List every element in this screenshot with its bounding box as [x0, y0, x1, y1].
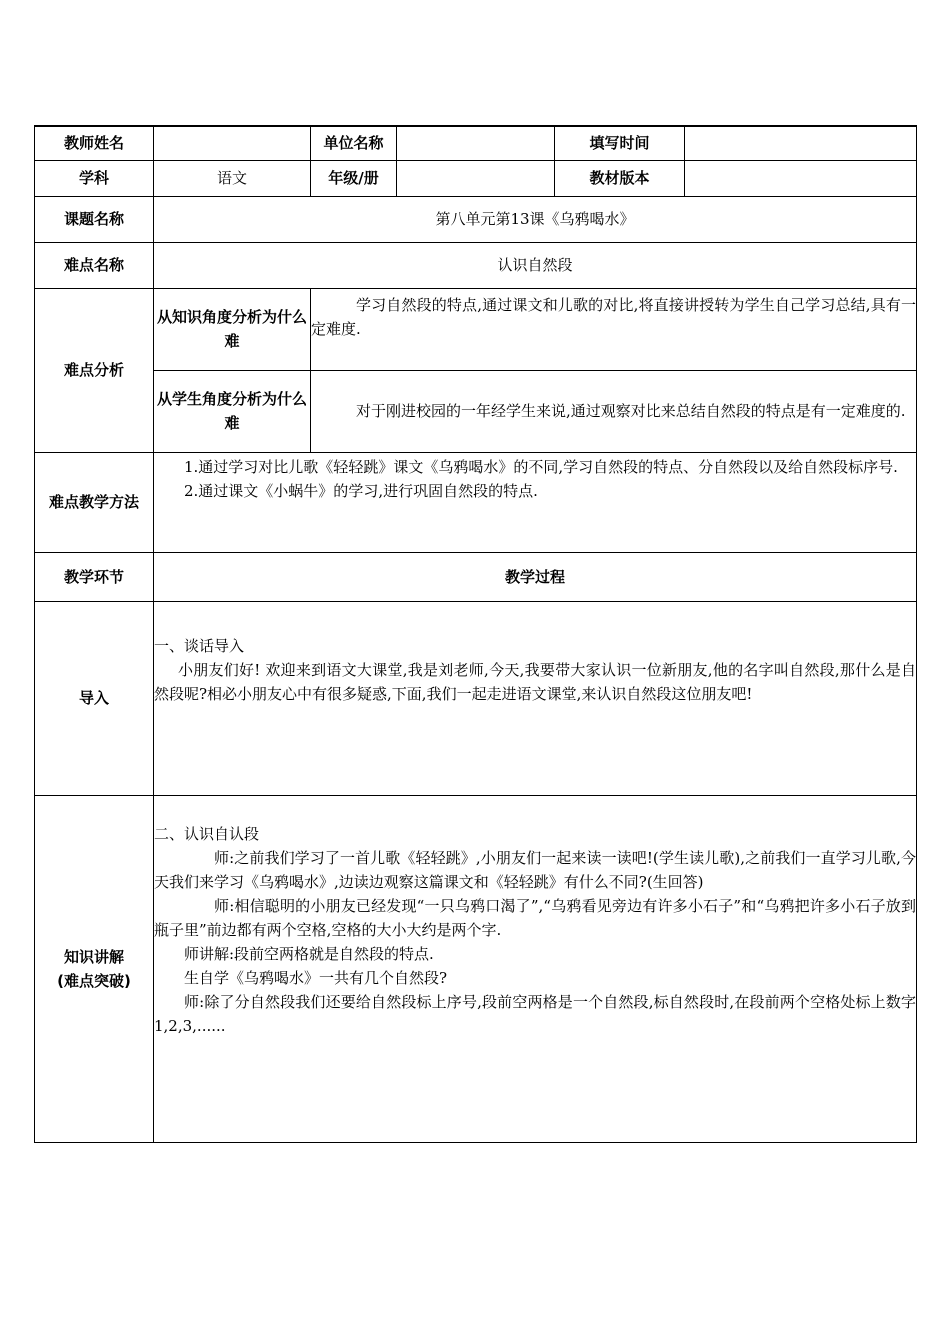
difficulty-label: 难点名称 — [35, 242, 154, 288]
unit-name-label: 单位名称 — [311, 126, 397, 160]
header-row-2 — [35, 160, 917, 196]
lecture-paragraph-1: 师:之前我们学习了一首儿歌《轻轻跳》,小朋友们一起来读一读吧!(学生读儿歌),之前我们一直学习儿歌,今天我们来学习《乌鸦喝水》,边读边观察这篇课文和《轻轻跳》有什么不同?(生回答) — [154, 848, 916, 891]
student-angle-text — [311, 370, 917, 452]
lecture-content — [154, 795, 917, 1142]
unit-name-field — [397, 126, 555, 160]
lecture-paragraph-2: 师:相信聪明的小朋友已经发现“一只乌鸦口渴了”,“乌鸦看见旁边有许多小石子”和“乌鸦把许多小石子放到瓶子里”前边都有两个空格,空格的大小大约是两个字. — [154, 896, 916, 939]
method-content — [154, 452, 917, 552]
lecture-label-line-2: (难点突破) — [57, 971, 131, 990]
knowledge-angle-paragraph: 学习自然段的特点,通过课文和儿歌的对比,将直接讲授转为学生自己学习总结,具有一定难度. — [311, 295, 916, 338]
header-row-1 — [35, 126, 917, 160]
lecture-paragraph-3: 师讲解:段前空两格就是自然段的特点. — [184, 944, 434, 963]
topic-value: 第八单元第13课《乌鸦喝水》 — [154, 196, 917, 242]
student-angle-label: 从学生角度分析为什么难 — [154, 370, 311, 452]
textbook-version-label: 教材版本 — [555, 160, 685, 196]
difficulty-value: 认识自然段 — [154, 242, 917, 288]
lecture-paragraph-5: 师:除了分自然段我们还要给自然段标上序号,段前空两格是一个自然段,标自然段时,在段前两个空格处标上数字1,2,3,...... — [154, 992, 916, 1035]
teacher-name-field — [154, 126, 311, 160]
fill-time-label: 填写时间 — [555, 126, 685, 160]
subject-label: 学科 — [35, 160, 154, 196]
intro-content — [154, 601, 917, 795]
lecture-title: 二、认识自认段 — [154, 824, 260, 843]
method-label: 难点教学方法 — [35, 452, 154, 552]
fill-time-field — [685, 126, 917, 160]
subject-value: 语文 — [154, 160, 311, 196]
topic-label: 课题名称 — [35, 196, 154, 242]
method-row — [35, 452, 917, 552]
teacher-name-label: 教师姓名 — [35, 126, 154, 160]
analysis-label: 难点分析 — [35, 288, 154, 452]
intro-label: 导入 — [35, 601, 154, 795]
difficulty-row — [35, 242, 917, 288]
process-header-label: 教学过程 — [154, 552, 917, 601]
textbook-version-field — [685, 160, 917, 196]
method-item-2: 2.通过课文《小蜗牛》的学习,进行巩固自然段的特点. — [184, 481, 538, 500]
lecture-label — [35, 795, 154, 1142]
grade-label: 年级/册 — [311, 160, 397, 196]
lecture-paragraph-4: 生自学《乌鸦喝水》一共有几个自然段? — [184, 968, 448, 987]
student-angle-paragraph: 对于刚进校园的一年经学生来说,通过观察对比来总结自然段的特点是有一定难度的. — [356, 402, 906, 420]
lecture-label-line-1: 知识讲解 — [63, 947, 124, 966]
knowledge-angle-text — [311, 288, 917, 370]
process-header-row — [35, 552, 917, 601]
knowledge-angle-label: 从知识角度分析为什么难 — [154, 288, 311, 370]
analysis-knowledge-row — [35, 288, 917, 370]
analysis-student-row — [35, 370, 917, 452]
intro-title: 一、谈话导入 — [154, 636, 245, 655]
lecture-row — [35, 795, 917, 1142]
intro-paragraph: 小朋友们好! 欢迎来到语文大课堂,我是刘老师,今天,我要带大家认识一位新朋友,他的名字叫自然段,那什么是自然段呢?相必小朋友心中有很多疑惑,下面,我们一起走进语文课堂,来认识自然段这位朋友吧! — [154, 660, 916, 703]
grade-field — [397, 160, 555, 196]
stage-header-label: 教学环节 — [35, 552, 154, 601]
lesson-plan-table — [34, 125, 917, 1143]
method-item-1: 1.通过学习对比儿歌《轻轻跳》课文《乌鸦喝水》的不同,学习自然段的特点、分自然段以及给自然段标序号. — [184, 457, 898, 476]
intro-row — [35, 601, 917, 795]
topic-row — [35, 196, 917, 242]
